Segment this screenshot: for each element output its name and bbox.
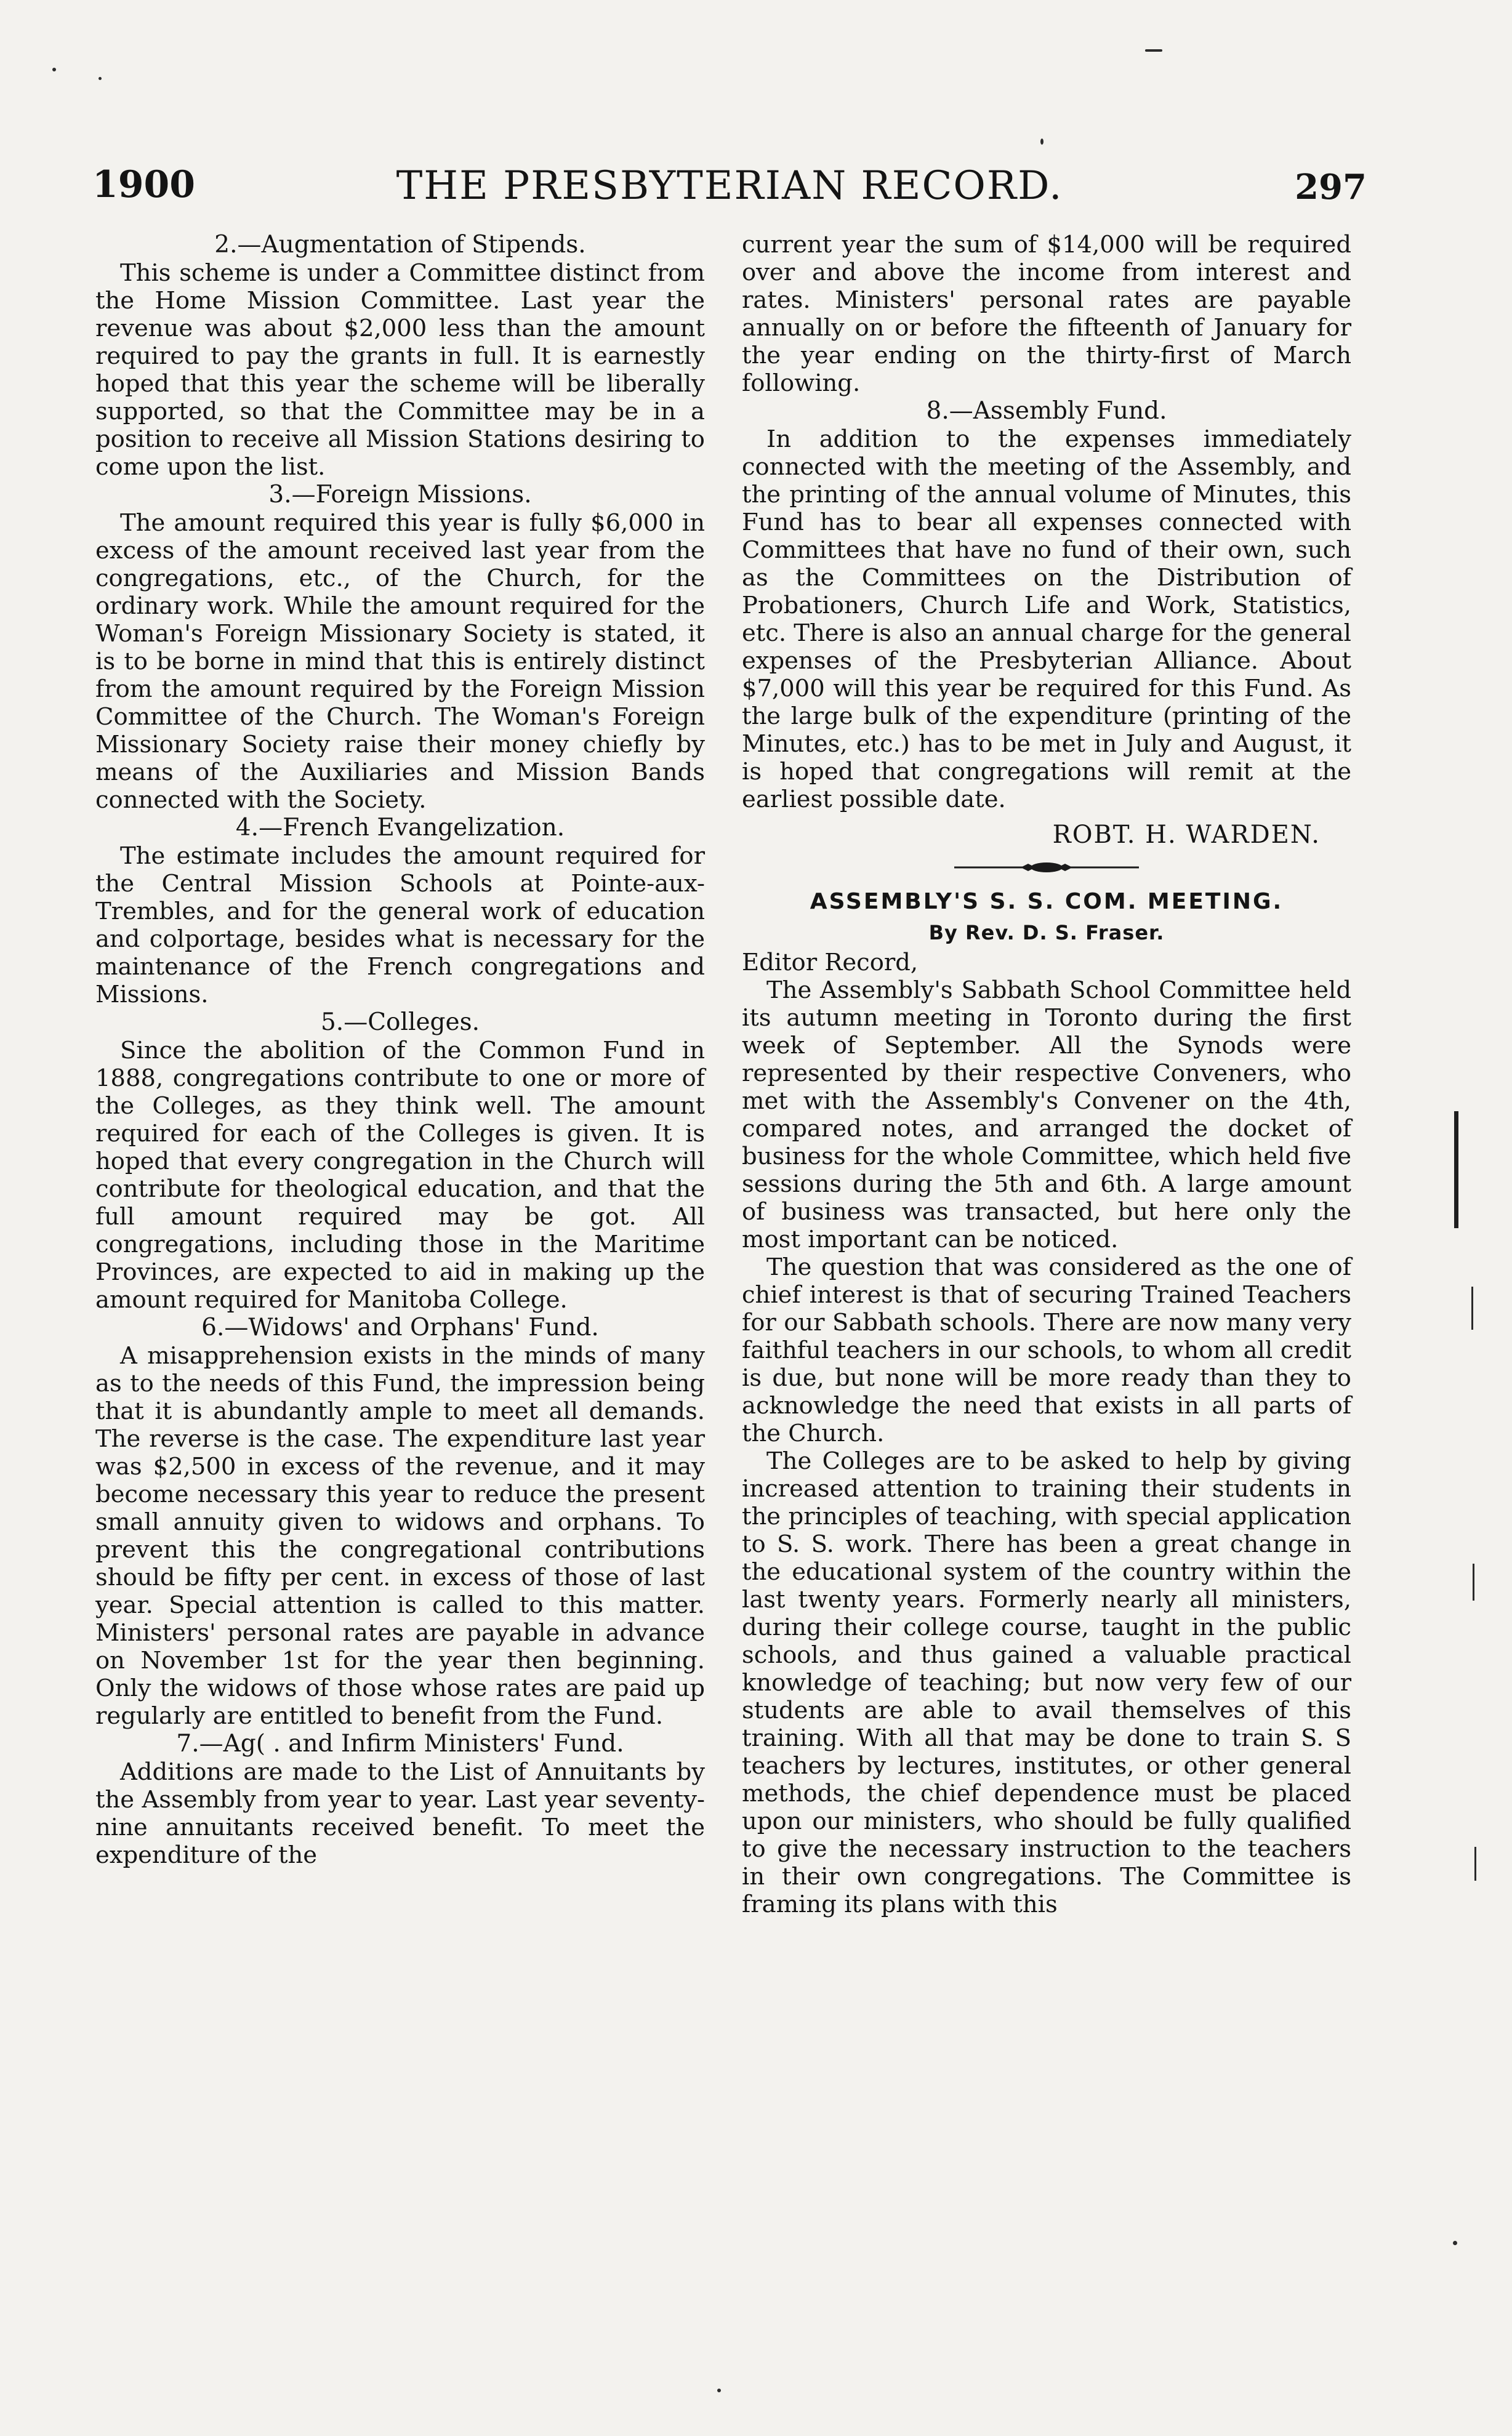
left-column — [95, 231, 705, 1869]
section-colleges — [95, 1008, 705, 1314]
article-paragraph: The question that was considered as the one of chief interest is that of securing Trained Teachers for our Sabbath schools. There are now many very faithful teachers in our schools, to whom all credit is due, but none will be more ready than they to acknowledge the need that exists in all parts of the Church. — [742, 1253, 1351, 1447]
page-header — [92, 163, 1367, 219]
scan-speck — [1040, 139, 1044, 145]
section-foreign-missions — [95, 481, 705, 814]
article-byline: By Rev. D. S. Fraser. — [928, 921, 1165, 944]
section-body: A misapprehension exists in the minds of many as to the needs of this Fund, the impression being that it is abundantly ample to meet all demands. The reverse is the case. The expenditure last year was $2,500 in excess of the revenue, and it may become necessary this year to reduce the present small annuity given to widows and orphans. To prevent this the congregational contributions should be fifty per cent. in excess of those of last year. Special attention is called to this matter. Ministers' personal rates are payable in advance on November 1st for the year then beginning. Only the widows of those whose rates are paid up regularly are entitled to benefit from the Fund. — [95, 1342, 705, 1730]
section-widows-orphans-fund — [95, 1314, 705, 1730]
section-heading: 4.—French Evangelization. — [235, 814, 565, 842]
page-number: 297 — [1295, 167, 1367, 207]
margin-scan-mark — [1454, 1111, 1458, 1228]
right-column — [742, 231, 1351, 1918]
section-body: Additions are made to the List of Annuitants by the Assembly from year to year. Last year seventy-nine annuitants received benefit. To meet the expenditure of the — [95, 1758, 705, 1869]
article-salutation: Editor Record, — [742, 949, 919, 976]
scan-speck — [1145, 49, 1162, 52]
section-body: The estimate includes the amount required for the Central Mission Schools at Pointe-aux-Trembles, and for the general work of education and colportage, besides what is necessary for the maintenance of the French congregations and Missions. — [95, 842, 705, 1008]
scan-speck — [1453, 2241, 1457, 2245]
header-year: 1900 — [92, 163, 195, 206]
margin-scan-mark — [1474, 1847, 1476, 1881]
section-french-evangelization — [95, 814, 705, 1008]
section-body-continued: current year the sum of $14,000 will be required over and above the income from interest and rates. Ministers' personal rates are payable annually on or before the fifteenth of January for the year ending on the thirty-first of March following. — [742, 231, 1351, 397]
section-augmentation — [95, 231, 705, 481]
ornamental-divider — [954, 861, 1139, 874]
section-body: Since the abolition of the Common Fund in 1888, congregations contribute to one or more of the Colleges, as they think well. The amount required for each of the Colleges is given. It is hoped that every congregation in the Church will contribute for theological education, and that the full amount required may be got. All congregations, including those in the Maritime Provinces, are expected to aid in making up the amount required for Manitoba College. — [95, 1037, 705, 1314]
margin-scan-mark — [1473, 1564, 1474, 1601]
section-body: This scheme is under a Committee distinct from the Home Mission Committee. Last year the revenue was about $2,000 less than the amount required to pay the grants in full. It is earnestly hoped that this year the scheme will be liberally supported, so that the Committee may be in a position to receive all Mission Stations desiring to come upon the list. — [95, 259, 705, 481]
section-heading: 5.—Colleges. — [320, 1008, 480, 1036]
scan-speck — [717, 2389, 721, 2392]
article-title: ASSEMBLY'S S. S. COM. MEETING. — [810, 889, 1284, 914]
section-heading: 3.—Foreign Missions. — [268, 481, 532, 509]
section-heading: 6.—Widows' and Orphans' Fund. — [201, 1314, 599, 1341]
section-assembly-fund — [742, 397, 1351, 813]
article-paragraph: The Colleges are to be asked to help by giving increased attention to training their students in the principles of teaching, with special application to S. S. work. There has been a great change in the educational system of the country within the last twenty years. Formerly nearly all ministers, during their college course, taught in the public schools, and thus gained a valuable practical knowledge of teaching; but now very few of our students are able to avail themselves of this training. With all that may be done to train S. S teachers by lectures, institutes, or other general methods, the chief dependence must be placed upon our ministers, who should be fully qualified to give the necessary instruction to the teachers in their own congregations. The Committee is framing its plans with this — [742, 1447, 1351, 1918]
scan-speck — [52, 68, 56, 71]
scan-speck — [99, 77, 102, 80]
author-signature: ROBT. H. WARDEN. — [1052, 821, 1321, 849]
margin-scan-mark — [1471, 1287, 1473, 1330]
section-aged-infirm-fund — [95, 1730, 705, 1869]
article-paragraph: The Assembly's Sabbath School Committee held its autumn meeting in Toronto during the first week of September. All the Synods were represented by their respective Conveners, who met with the Assembly's Convener on the 4th, compared notes, and arranged the docket of business for the whole Committee, which held five sessions during the 5th and 6th. A large amount of business was transacted, but here only the most important can be noticed. — [742, 976, 1351, 1253]
section-heading: 2.—Augmentation of Stipends. — [214, 231, 586, 259]
section-heading: 7.—Ag( . and Infirm Ministers' Fund. — [176, 1730, 624, 1758]
section-body: In addition to the expenses immediately connected with the meeting of the Assembly, and the printing of the annual volume of Minutes, this Fund has to bear all expenses connected with Committees that have no fund of their own, such as the Committees on the Distribution of Probationers, Church Life and Work, Statistics, etc. There is also an annual charge for the general expenses of the Presbyterian Alliance. About $7,000 will this year be required for this Fund. As the large bulk of the expenditure (printing of the Minutes, etc.) has to be met in July and August, it is hoped that congregations will remit at the earliest possible date. — [742, 425, 1351, 813]
publication-title: THE PRESBYTERIAN RECORD. — [396, 163, 1063, 209]
article-sabbath-school-committee — [742, 887, 1351, 1918]
section-body: The amount required this year is fully $6,000 in excess of the amount received last year from the congregations, etc., of the Church, for the ordinary work. While the amount required for the Woman's Foreign Missionary Society is stated, it is to be borne in mind that this is entirely distinct from the amount required by the Foreign Mission Committee of the Church. The Woman's Foreign Missionary Society raise their money chiefly by means of the Auxiliaries and Mission Bands connected with the Society. — [95, 509, 705, 814]
section-heading: 8.—Assembly Fund. — [926, 397, 1167, 425]
